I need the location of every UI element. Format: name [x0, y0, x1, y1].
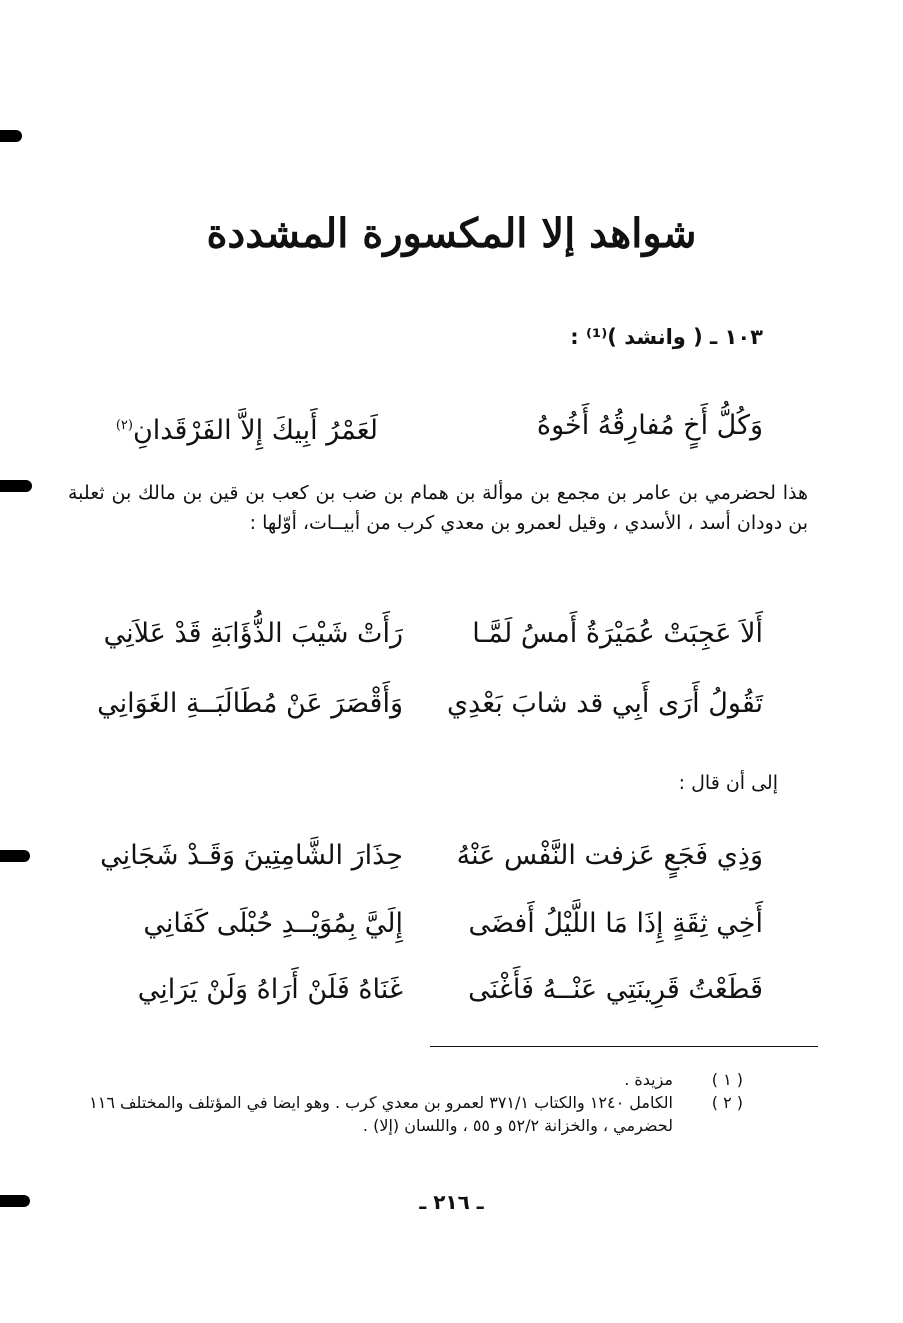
second-hemistich: لَعَمْرُ أَبِيكَ إِلاَّ الفَرْقَدانِ [132, 415, 378, 446]
footnotes [63, 1068, 743, 1137]
poem-line [73, 680, 763, 728]
footnote-reference: (٢) [115, 418, 133, 433]
footnote [63, 1091, 743, 1137]
chapter-title: شواهد إلا المكسورة المشددة [206, 210, 697, 257]
footnote [63, 1068, 743, 1091]
scan-mark [0, 130, 22, 142]
scan-mark [0, 480, 32, 492]
first-hemistich: أَخِي ثِقَةٍ إِذَا مَا اللَّيْلُ أَفضَى [468, 908, 763, 939]
second-hemistich: حِذَارَ الشَّامِتِينَ وَقَـدْ شَجَانِي [100, 840, 403, 871]
scan-mark [0, 850, 30, 862]
attribution-paragraph: هذا لحضرمي بن عامر بن مجمع بن موألة بن همام بن ضب بن كعب بن قين بن مالك بن ثعلبة بن دودان أسد ، الأسدي ، وقيل لعمرو بن معدي كرب من أبيــات، أوّلها : [68, 482, 808, 534]
first-hemistich: قَطَعْتُ قَرِينَتِي عَنْــهُ فَأَغْنَى [468, 974, 763, 1005]
poem-line [73, 832, 763, 880]
second-hemistich: وَأَقْصَرَ عَنْ مُطَالَبَــةِ الغَوَانِي [97, 688, 403, 719]
first-hemistich: وَكُلُّ أَخٍ مُفارِقُهُ أَخُوهُ [536, 410, 763, 441]
page-number: ـ ٢١٦ ـ [419, 1190, 484, 1214]
first-hemistich: أَلاَ عَجِبَتْ عُمَيْرَةُ أَمسُ لَمَّـا [472, 618, 763, 649]
cited-verse [73, 402, 763, 450]
second-hemistich: إِلَيَّ بِمُوَيْــدِ حُبْلَى كَفَانِي [143, 908, 403, 939]
second-hemistich: غَنَاهُ فَلَنْ أَرَاهُ وَلَنْ يَرَانِي [137, 974, 403, 1005]
poem-line [73, 900, 763, 948]
footnote-text: مزيدة . [624, 1070, 673, 1089]
second-hemistich: رَأَتْ شَيْبَ الذُّؤَابَةِ قَدْ عَلاَنِي [103, 618, 403, 649]
footnote-number: ( ٢ ) [711, 1093, 743, 1112]
second-hemistich-wrap [116, 402, 378, 455]
footnote-number: ( ١ ) [711, 1070, 743, 1089]
transition-text: إلى أن قال : [678, 772, 778, 794]
poem-line [73, 610, 763, 658]
entry-heading: ١٠٣ ـ ( وانشد )⁽¹⁾ : [570, 325, 763, 349]
first-hemistich: وَذِي فَجَعٍ عَزفت النَّفْس عَنْهُ [456, 840, 763, 871]
footnote-text: الكامل ١٢٤٠ والكتاب ٣٧١/١ لعمرو بن معدي كرب . وهو ايضا في المؤتلف والمختلف ١١٦ لحضرمي ، والخزانة ٥٢/٢ و ٥٥ ، واللسان (إلا) . [89, 1093, 673, 1135]
poem-line [73, 966, 763, 1014]
footnote-divider [430, 1046, 818, 1047]
first-hemistich: تَقُولُ أَرَى أَبِي قد شابَ بَعْدِي [446, 688, 763, 719]
